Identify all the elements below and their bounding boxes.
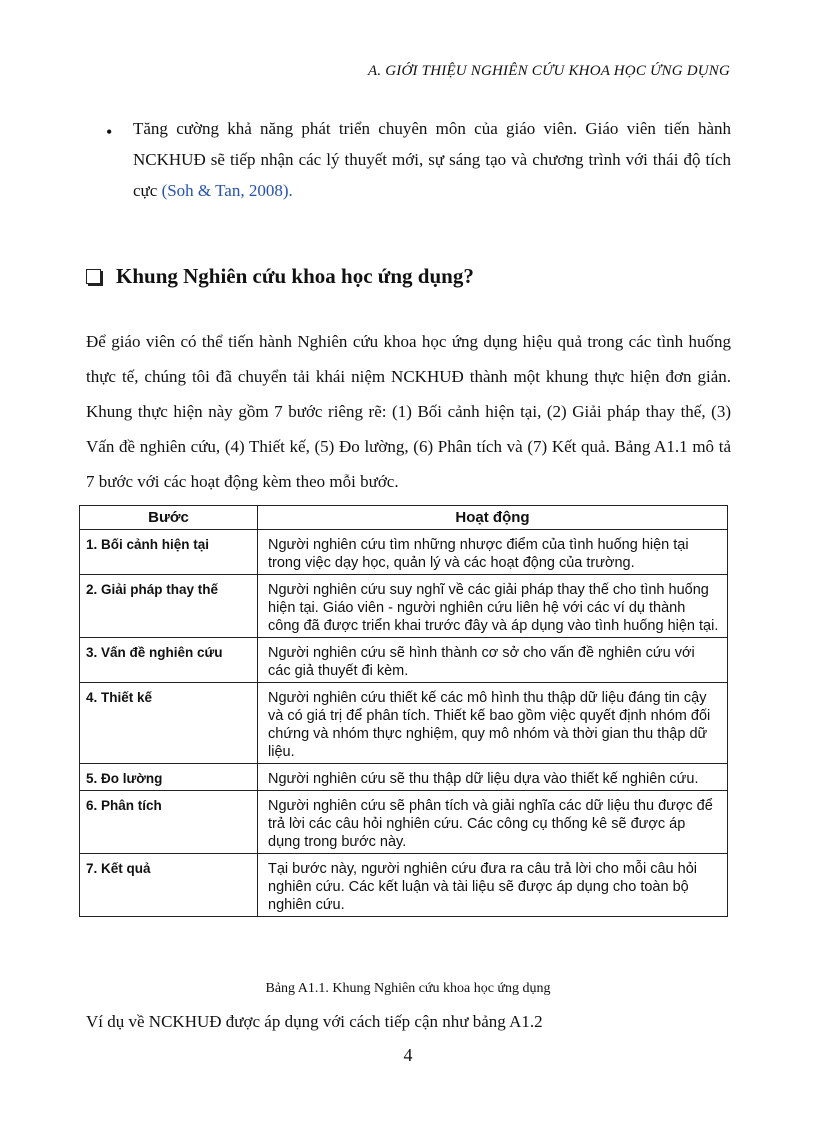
activity-cell: Người nghiên cứu sẽ phân tích và giải nghĩa các dữ liệu thu được để trả lời các câu hỏi nghiên cứu. Các công cụ thống kê sẽ được áp dụng trong bước này. — [258, 791, 728, 854]
table-header-row — [80, 506, 728, 530]
activity-cell: Người nghiên cứu tìm những nhược điểm của tình huống hiện tại trong việc dạy học, quản lý và các hoạt động của trường. — [258, 530, 728, 575]
step-cell: 2. Giải pháp thay thế — [80, 575, 258, 638]
column-header-activity: Hoạt động — [258, 506, 728, 530]
table-row — [80, 764, 728, 791]
checkbox-square-icon — [86, 269, 101, 284]
step-cell: 7. Kết quả — [80, 854, 258, 917]
table-row — [80, 683, 728, 764]
activity-cell: Người nghiên cứu sẽ thu thập dữ liệu dựa vào thiết kế nghiên cứu. — [258, 764, 728, 791]
table-caption: Bảng A1.1. Khung Nghiên cứu khoa học ứng dụng — [265, 981, 551, 996]
running-header: A. GIỚI THIỆU NGHIÊN CỨU KHOA HỌC ỨNG DỤNG — [368, 63, 730, 79]
table-row — [80, 530, 728, 575]
intro-paragraph: Để giáo viên có thể tiến hành Nghiên cứu khoa học ứng dụng hiệu quả trong các tình huống thực tế, chúng tôi đã chuyển tải khái niệm NCKHUĐ thành một khung thực hiện đơn giản. Khung thực hiện này gồm 7 bước riêng rẽ: (1) Bối cảnh hiện tại, (2) Giải pháp thay thế, (3) Vấn đề nghiên cứu, (4) Thiết kế, (5) Đo lường, (6) Phân tích và (7) Kết quả. Bảng A1.1 mô tả 7 bước với các hoạt động kèm theo mỗi bước. — [86, 332, 731, 491]
section-heading — [86, 264, 474, 289]
table-row — [80, 575, 728, 638]
table-row — [80, 854, 728, 917]
activity-cell: Người nghiên cứu suy nghĩ về các giải pháp thay thế cho tình huống hiện tại. Giáo viên - người nghiên cứu liên hệ với các ví dụ thành công đã được triển khai trước đây và áp dụng vào tình huống hiện tại. — [258, 575, 728, 638]
page-number: 4 — [403, 1045, 413, 1065]
bullet-text: Tăng cường khả năng phát triển chuyên môn của giáo viên. Giáo viên tiến hành NCKHUĐ sẽ tiếp nhận các lý thuyết mới, sự sáng tạo và chương trình với thái độ tích cực — [133, 119, 731, 200]
framework-table — [79, 505, 728, 917]
table-row — [80, 791, 728, 854]
activity-cell: Tại bước này, người nghiên cứu đưa ra câu trả lời cho mỗi câu hỏi nghiên cứu. Các kết luận và tài liệu sẽ được áp dụng cho toàn bộ nghiên cứu. — [258, 854, 728, 917]
step-cell: 4. Thiết kế — [80, 683, 258, 764]
step-cell: 3. Vấn đề nghiên cứu — [80, 638, 258, 683]
step-cell: 5. Đo lường — [80, 764, 258, 791]
activity-cell: Người nghiên cứu thiết kế các mô hình thu thập dữ liệu đáng tin cậy và có giá trị để phân tích. Thiết kế bao gồm việc quyết định nhóm đối chứng và nhóm thực nghiệm, quy mô nhóm và thời gian thu thập dữ liệu. — [258, 683, 728, 764]
citation-link[interactable]: (Soh & Tan, 2008). — [161, 181, 293, 200]
bullet-paragraph — [133, 113, 731, 206]
closing-sentence: Ví dụ về NCKHUĐ được áp dụng với cách tiếp cận như bảng A1.2 — [86, 1012, 543, 1031]
step-cell: 6. Phân tích — [80, 791, 258, 854]
bullet-icon: • — [106, 122, 113, 142]
step-cell: 1. Bối cảnh hiện tại — [80, 530, 258, 575]
section-heading-text: Khung Nghiên cứu khoa học ứng dụng? — [116, 264, 474, 288]
activity-cell: Người nghiên cứu sẽ hình thành cơ sở cho vấn đề nghiên cứu với các giả thuyết đi kèm. — [258, 638, 728, 683]
column-header-step: Bước — [80, 506, 258, 530]
table-row — [80, 638, 728, 683]
